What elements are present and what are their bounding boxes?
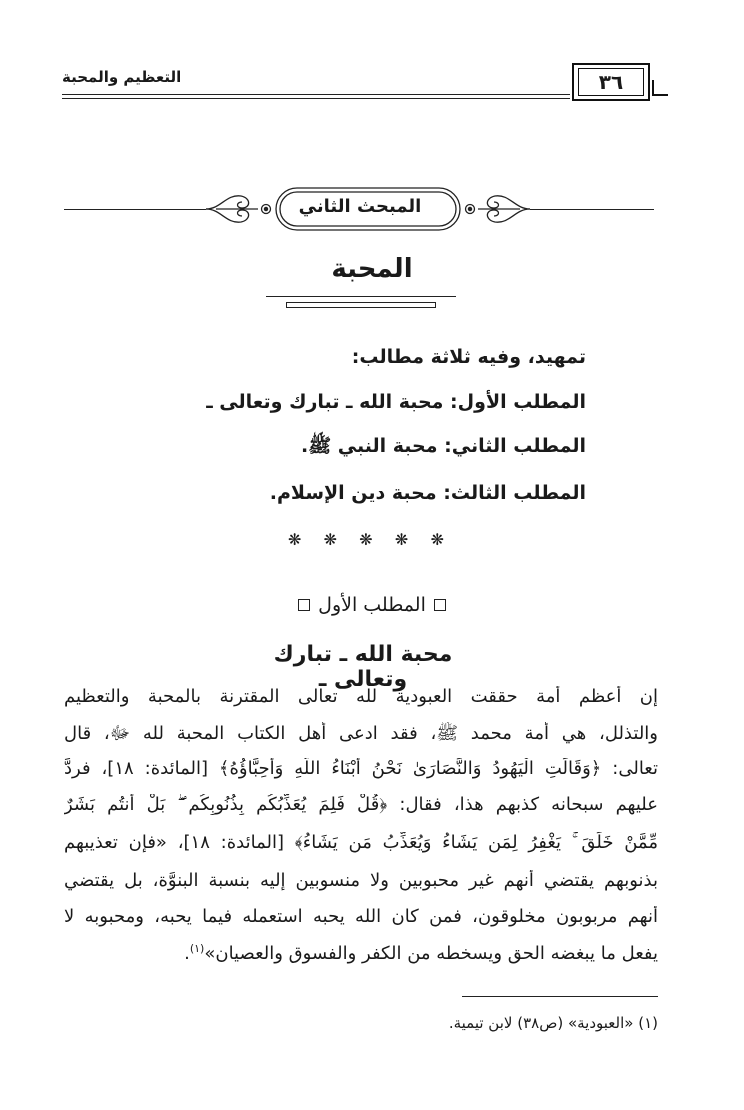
body-line-last <box>64 942 658 964</box>
section-label: المبحث الثاني <box>298 196 422 217</box>
star-ornament: ❋ <box>323 530 338 549</box>
subsection-label <box>276 594 468 616</box>
heading-rule <box>266 296 456 297</box>
header-rule-thin <box>62 98 570 99</box>
page-number-tick-vertical <box>652 80 654 96</box>
intro-item-2: المطلب الثاني: محبة النبي ﷺ. <box>301 435 586 457</box>
body-line: بذنوبهم يقتضي أنهم غير محبوبين ولا منسوبين إليه بنسبة البنوَّة، بل يقتضي <box>64 870 658 891</box>
intro-item-3: المطلب الثالث: محبة دين الإسلام. <box>269 482 586 504</box>
header-rule <box>62 94 570 95</box>
chapter-heading: المحبة <box>331 254 413 284</box>
subsection-heading: محبة الله ـ تبارك وتعالى ـ <box>273 642 453 692</box>
body-line: مِّمَّنْ خَلَقَ ۚ يَغْفِرُ لِمَن يَشَاءُ وَيُعَذِّبُ مَن يَشَاءُ﴾ [المائدة: ١٨]، «فإن تعذيبهم <box>64 832 658 853</box>
footnote-reference[interactable]: (١) <box>189 942 205 955</box>
star-ornament: ❋ <box>430 530 444 549</box>
intro-item-1: المطلب الأول: محبة الله ـ تبارك وتعالى ـ <box>206 391 586 413</box>
end-punctuation: . <box>184 943 190 964</box>
star-separator <box>288 530 444 549</box>
star-ornament: ❋ <box>288 530 302 549</box>
page-number: ٣٦ <box>578 68 644 96</box>
body-line: أنهم مربوبون مخلوقون، فمن كان الله يحبه استعمله فيما يحبه، ومحبوبه لا <box>64 906 658 927</box>
square-bullet-icon <box>434 599 446 611</box>
body-line: والتذلل، هي أمة محمد ﷺ، فقد ادعى أهل الكتاب المحبة لله ﷻ، قال <box>64 723 658 744</box>
star-ornament: ❋ <box>394 530 409 549</box>
footnote-rule <box>462 996 658 997</box>
body-line: إن أعظم أمة حققت العبودية لله تعالى المقترنة بالمحبة والتعظيم <box>64 686 658 707</box>
body-line: عليهم سبحانه كذبهم هذا، فقال: ﴿قُلْ فَلِمَ يُعَذِّبُكُم بِذُنُوبِكُم ۖ بَلْ أَنتُم بَشَرٌ <box>64 794 658 815</box>
intro-lead: تمهيد، وفيه ثلاثة مطالب: <box>351 346 586 368</box>
heading-underline-box <box>286 302 436 308</box>
subsection-label-text: المطلب الأول <box>318 594 426 616</box>
running-title: التعظيم والمحبة <box>62 68 182 86</box>
ornament-line-left <box>64 209 206 210</box>
star-ornament: ❋ <box>359 530 373 549</box>
page-number-tick <box>652 94 668 96</box>
body-line: تعالى: ﴿وَقَالَتِ الْيَهُودُ وَالنَّصَارَىٰ نَحْنُ أَبْنَاءُ اللَّهِ وَأَحِبَّاؤُهُ﴾ [المائدة: ١٨]، فردَّ <box>64 758 658 779</box>
ornament-line-right <box>530 209 654 210</box>
square-bullet-icon <box>298 599 310 611</box>
footnote: (١) «العبودية» (ص٣٨) لابن تيمية. <box>448 1014 658 1032</box>
body-line-text: يفعل ما يبغضه الحق ويسخطه من الكفر والفسوق والعصيان» <box>204 943 658 964</box>
